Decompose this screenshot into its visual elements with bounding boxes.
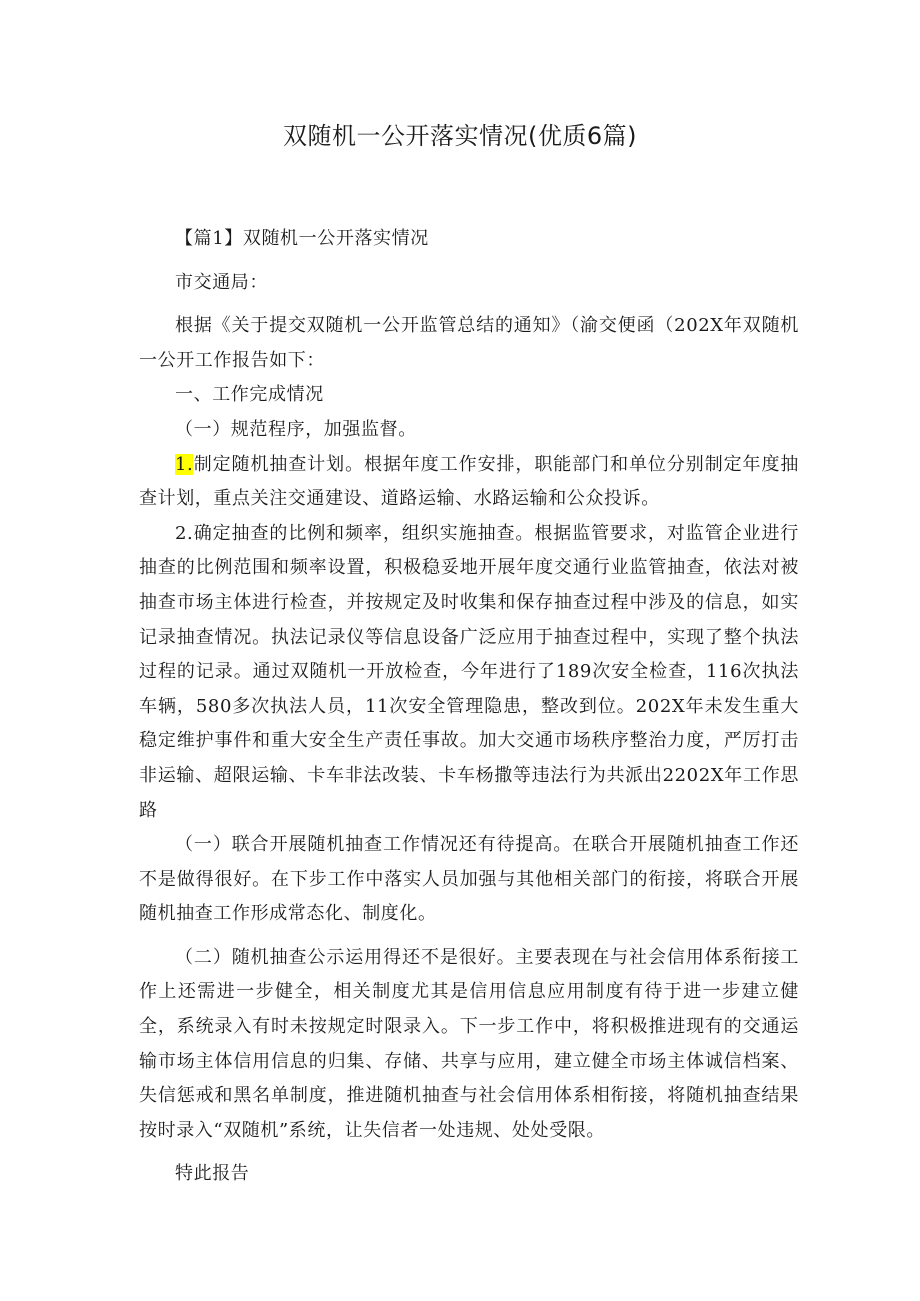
- paragraph-joint-inspection: （一）联合开展随机抽查工作情况还有待提高。在联合开展随机抽查工作还不是做得很好。在下步工作中落实人员加强与其他相关部门的衔接，将联合开展随机抽查工作形成常态化、制度化。: [139, 834, 799, 925]
- highlighted-item-number: 1.: [175, 453, 194, 475]
- paragraph-item-1: [139, 448, 799, 517]
- document-title: 双随机一公开落实情况(优质6篇): [283, 122, 637, 150]
- paragraph-item-2: 2.确定抽查的比例和频率，组织实施抽查。根据监管要求，对监管企业进行抽查的比例范围和频率设置，积极稳妥地开展年度交通行业监管抽查，依法对被抽查市场主体进行检查，并按规定及时收集和保存抽查过程中涉及的信息，如实记录抽查情况。执法记录仪等信息设备广泛应用于抽查过程中，实现了整个执法过程的记录。通过双随机一开放检查，今年进行了189次安全检查，116次执法车辆，580多次执法人员，11次安全管理隐患，整改到位。202X年未发生重大稳定维护事件和重大安全生产责任事故。加大交通市场秩序整治力度，严厉打击非运输、超限运输、卡车非法改装、卡车杨撒等违法行为共派出2202X年工作思路: [139, 522, 799, 821]
- document-body: [139, 222, 799, 1192]
- heading-work-completion: 一、工作完成情况: [175, 384, 324, 406]
- intro-paragraph: 根据《关于提交双随机一公开监管总结的通知》（渝交便函（202X年双随机一公开工作报告如下：: [139, 315, 799, 371]
- salutation: 市交通局：: [175, 271, 268, 293]
- subheading-standardize: （一）规范程序，加强监督。: [175, 418, 417, 440]
- closing-text: 特此报告: [175, 1163, 250, 1185]
- paragraph-publicity: （二）随机抽查公示运用得还不是很好。主要表现在与社会信用体系衔接工作上还需进一步健全，相关制度尤其是信用信息应用制度有待于进一步建立健全，系统录入有时未按规定时限录入。下一步工作中，将积极推进现有的交通运输市场主体信用信息的归集、存储、共享与应用，建立健全市场主体诚信档案、失信惩戒和黑名单制度，推进随机抽查与社会信用体系相衔接，将随机抽查结果按时录入“双随机”系统，让失信者一处违规、处处受限。: [139, 946, 799, 1141]
- section-heading: 【篇1】双随机一公开落实情况: [175, 228, 429, 249]
- item-1-text: 制定随机抽查计划。根据年度工作安排，职能部门和单位分别制定年度抽查计划，重点关注交通建设、道路运输、水路运输和公众投诉。: [139, 453, 799, 510]
